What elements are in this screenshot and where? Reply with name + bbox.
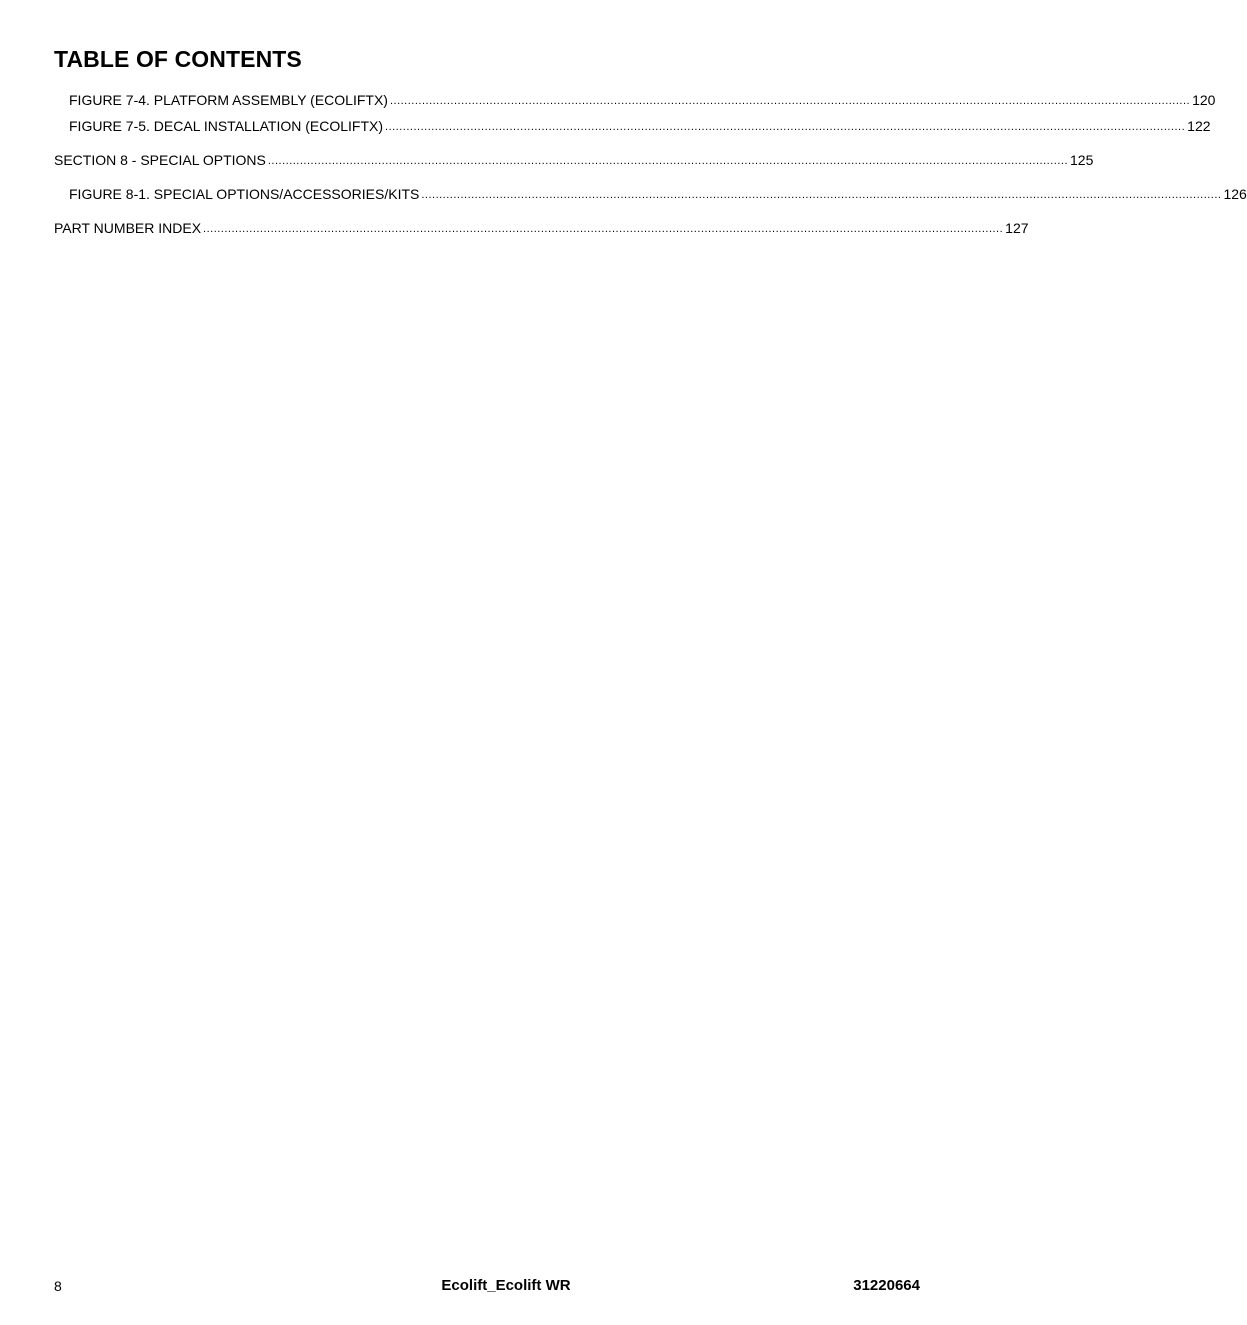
toc-entry-figure-7-5[interactable] <box>69 117 1211 135</box>
toc-entry-title: PART NUMBER INDEX <box>54 220 202 236</box>
toc-entry-figure-7-4[interactable] <box>69 91 1216 109</box>
toc-entry-title: SECTION 8 - SPECIAL OPTIONS <box>54 152 266 168</box>
dot-leader: ................................................................................................................................................................................................................................. <box>203 223 1004 235</box>
footer-doc-title: Ecolift_Ecolift WR <box>441 1277 571 1294</box>
page-title: TABLE OF CONTENTS <box>54 46 302 72</box>
toc-entry-page: 125 <box>1070 152 1094 168</box>
table-of-contents <box>0 0 1247 300</box>
dot-leader: ................................................................................................................................................................................................................................. <box>389 95 1191 107</box>
toc-entry-title: FIGURE 7-5. DECAL INSTALLATION (ECOLIFTX) <box>69 118 384 134</box>
toc-entry-page: 122 <box>1187 118 1211 134</box>
footer-doc-number: 31220664 <box>853 1277 920 1294</box>
toc-entry-title: FIGURE 8-1. SPECIAL OPTIONS/ACCESSORIES/KITS <box>69 186 420 202</box>
dot-leader: ................................................................................................................................................................................................................................. <box>421 189 1222 201</box>
toc-entry-title: FIGURE 7-4. PLATFORM ASSEMBLY (ECOLIFTX) <box>69 92 388 108</box>
footer-page-number: 8 <box>54 1278 62 1294</box>
dot-leader: ................................................................................................................................................................................................................................. <box>267 155 1068 167</box>
toc-entry-part-number-index[interactable] <box>54 219 1029 237</box>
toc-entry-page: 126 <box>1223 186 1247 202</box>
toc-entry-page: 127 <box>1005 220 1029 236</box>
toc-entry-page: 120 <box>1192 92 1216 108</box>
toc-entry-figure-8-1[interactable] <box>69 185 1247 203</box>
toc-entry-section-8[interactable] <box>54 151 1094 169</box>
dot-leader: ................................................................................................................................................................................................................................. <box>385 121 1186 133</box>
